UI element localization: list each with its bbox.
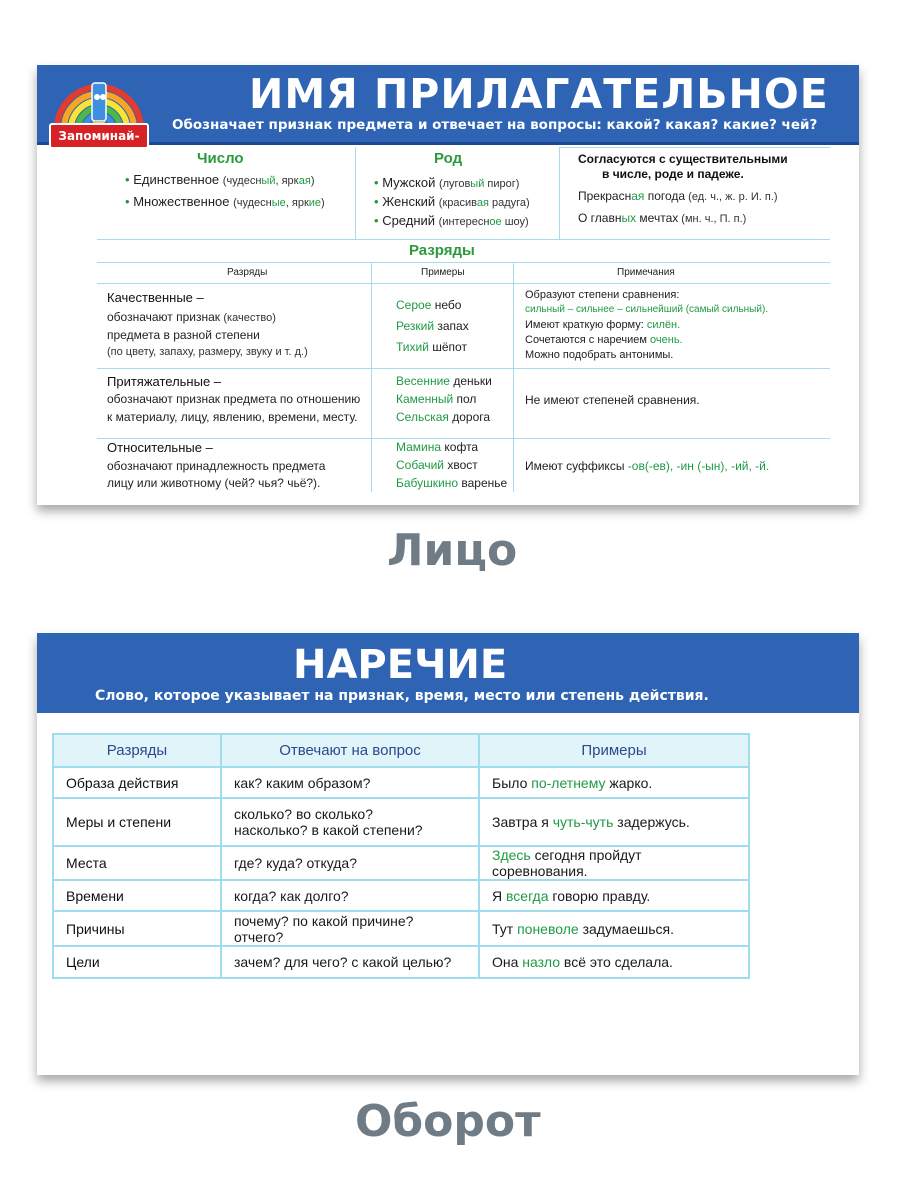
rank-desc: (по цвету, запаху, размеру, звуку и т. д.): [107, 346, 308, 358]
rank-note: сильный – сильнее – сильнейший (самый сильный).: [525, 304, 769, 315]
front-caption: Лицо: [387, 525, 518, 576]
agreement-example: О главных мечтах (мн. ч., П. п.): [578, 211, 747, 225]
front-title: ИМЯ ПРИЛАГАТЕЛЬНОЕ: [249, 70, 829, 118]
adverb-table: [52, 733, 750, 979]
divider: [97, 239, 830, 240]
ranks-heading: Разряды: [409, 242, 475, 259]
question-cell: когда? как долго?: [221, 880, 479, 911]
rank-cell: Причины: [53, 911, 221, 946]
front-banner: [37, 65, 859, 145]
divider: [513, 262, 514, 492]
gender-heading: Род: [434, 150, 463, 167]
rank-cell: Образа действия: [53, 767, 221, 798]
divider: [371, 262, 372, 492]
number-item: • Множественное (чудесные, яркие): [125, 194, 325, 209]
example-cell: Было по-летнему жарко.: [479, 767, 749, 798]
divider: [97, 368, 830, 369]
rank-note: Имеют суффиксы -ов(-ев), -ин (-ын), -ий, -й.: [525, 459, 770, 473]
example-cell: Я всегда говорю правду.: [479, 880, 749, 911]
rank-desc: лицу или животному (чей? чья? чьё?).: [107, 476, 321, 490]
rank-example: Весенние деньки: [396, 374, 492, 388]
question-cell: сколько? во сколько? насколько? в какой степени?: [221, 798, 479, 846]
rank-example: Каменный пол: [396, 392, 477, 406]
divider: [559, 147, 560, 239]
column-header: Примеры: [421, 267, 465, 278]
number-heading: Число: [197, 150, 244, 167]
rank-note: Не имеют степеней сравнения.: [525, 393, 700, 407]
divider: [97, 283, 830, 284]
table-row: [53, 846, 749, 880]
rank-desc: к материалу, лицу, явлению, времени, месту.: [107, 410, 358, 424]
brand-logo: [49, 73, 149, 165]
question-cell: где? куда? откуда?: [221, 846, 479, 880]
agreement-line: в числе, роде и падеже.: [602, 167, 744, 181]
table-row: [53, 911, 749, 946]
gender-item: • Средний (интересное шоу): [374, 213, 529, 228]
column-header: Разряды: [227, 267, 268, 278]
rank-desc: обозначают принадлежность предмета: [107, 459, 326, 473]
question-cell: как? каким образом?: [221, 767, 479, 798]
table-row: [53, 946, 749, 978]
rank-example: Сельская дорога: [396, 410, 491, 424]
rank-example: Тихий шёпот: [396, 340, 467, 354]
column-header: Примеры: [479, 734, 749, 767]
table-header-row: [53, 734, 749, 767]
rank-example: Мамина кофта: [396, 440, 479, 454]
table-row: [53, 880, 749, 911]
back-banner: [37, 633, 859, 713]
agreement-line: Согласуются с существительными: [578, 152, 788, 166]
example-cell: Завтра я чуть-чуть задержусь.: [479, 798, 749, 846]
question-cell: почему? по какой причине? отчего?: [221, 911, 479, 946]
front-card: [37, 65, 859, 505]
rank-example: Серое небо: [396, 298, 462, 312]
rank-example: Собачий хвост: [396, 458, 478, 472]
number-item: • Единственное (чудесный, яркая): [125, 172, 315, 187]
back-title: НАРЕЧИЕ: [293, 642, 508, 688]
rank-cell: Времени: [53, 880, 221, 911]
rank-note: Имеют краткую форму: силён.: [525, 319, 681, 331]
back-subtitle: Слово, которое указывает на признак, время, место или степень действия.: [95, 688, 709, 704]
rank-note: Можно подобрать антонимы.: [525, 349, 674, 361]
example-cell: Она назло всё это сделала.: [479, 946, 749, 978]
back-card: [37, 633, 859, 1075]
rank-name: Относительные –: [107, 440, 213, 455]
rank-note: Сочетаются с наречием очень.: [525, 334, 683, 346]
rank-desc: обозначают признак предмета по отношению: [107, 392, 361, 406]
rank-name: Притяжательные –: [107, 374, 222, 389]
agreement-example: Прекрасная погода (ед. ч., ж. р. И. п.): [578, 189, 778, 203]
divider: [355, 147, 356, 239]
gender-item: • Мужской (луговый пирог): [374, 175, 520, 190]
rank-desc: обозначают признак (качество): [107, 310, 276, 324]
column-header: Примечания: [617, 267, 675, 278]
rank-cell: Места: [53, 846, 221, 880]
rank-example: Бабушкино варенье: [396, 476, 508, 490]
back-caption: Оборот: [355, 1096, 541, 1147]
example-cell: Здесь сегодня пройдут соревнования.: [479, 846, 749, 880]
column-header: Отвечают на вопрос: [221, 734, 479, 767]
question-cell: зачем? для чего? с какой целью?: [221, 946, 479, 978]
rank-cell: Цели: [53, 946, 221, 978]
gender-item: • Женский (красивая радуга): [374, 194, 530, 209]
front-subtitle: Обозначает признак предмета и отвечает на вопросы: какой? какая? какие? чей?: [172, 117, 818, 133]
table-row: [53, 798, 749, 846]
divider: [559, 147, 830, 148]
column-header: Разряды: [53, 734, 221, 767]
divider: [97, 438, 830, 439]
rank-desc: предмета в разной степени: [107, 328, 260, 342]
rank-note: Образуют степени сравнения:: [525, 289, 680, 301]
divider: [97, 262, 830, 263]
rank-example: Резкий запах: [396, 319, 469, 333]
brand-logo-text: Запоминай-ка: [49, 123, 149, 149]
example-cell: Тут поневоле задумаешься.: [479, 911, 749, 946]
table-row: [53, 767, 749, 798]
rank-cell: Меры и степени: [53, 798, 221, 846]
rank-name: Качественные –: [107, 290, 204, 305]
